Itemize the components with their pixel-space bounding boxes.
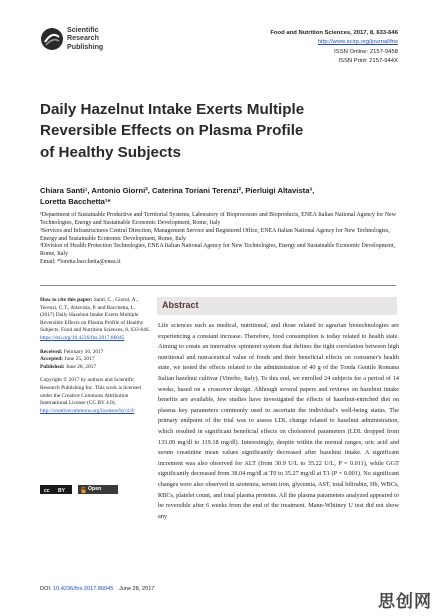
how-to-cite-text: Santi, C., Giorni, A., Terenzi, C.T., Altavista, P. and Bacchetta, L. (2017) Daily Hazelnut Intake Exerts Multiple Reversible Effects on Plasma Profile of Healthy Subjects. Food and Nutrition Sciences, 8, 633-646.	[40, 297, 150, 334]
cc-by-badge[interactable]	[40, 485, 72, 494]
doi-prefix: DOI:	[40, 586, 54, 592]
title-line: of Healthy Subjects	[40, 143, 181, 161]
footer-doi-link[interactable]: 10.4236/fns.2017.86045	[53, 586, 114, 592]
open-lock-icon	[81, 487, 86, 493]
received-date-row	[40, 349, 150, 357]
received-date: February 10, 2017	[63, 348, 104, 355]
received-label: Received:	[40, 348, 63, 355]
logo-line: Scientific	[67, 26, 99, 34]
accepted-date: June 25, 2017	[64, 356, 95, 363]
open-access-badge[interactable]	[78, 485, 118, 501]
publication-dates	[40, 349, 150, 372]
copyright-text: Copyright © 2017 by authors and Scientific Research Publishing Inc. This work is licensed under the Creative Commons Attribution International License (CC BY 4.0).	[40, 377, 141, 407]
title-line: Daily Hazelnut Intake Exerts Multiple	[40, 101, 305, 118]
article-title	[40, 99, 400, 163]
license-badges	[40, 485, 150, 501]
logo-line: Research	[67, 34, 99, 43]
affiliations	[40, 212, 400, 267]
by-badge-text: BY	[58, 487, 65, 494]
journal-url-link[interactable]: http://www.scirp.org/journal/fns	[317, 39, 398, 46]
corresponding-email[interactable]: Email: *loretta.bacchetta@enea.it	[40, 259, 121, 266]
doi-link[interactable]: https://doi.org/10.4236/fns.2017.86045	[40, 334, 125, 341]
issn-print: ISSN Print: 2157-944X	[338, 57, 398, 64]
page-header	[0, 0, 436, 72]
affiliation-item: ²Services and Infrastructures Central Direction, Management Service and Registered Office, ENEA Italian National Agency for New Technologies, Energy and Sustainable Economic Development, Rome, Italy	[40, 227, 390, 242]
published-date-row	[40, 364, 150, 372]
section-divider	[40, 285, 396, 286]
page-footer	[40, 586, 400, 592]
published-date: June 28, 2017	[65, 363, 97, 370]
journal-citation: Food and Nutrition Sciences, 2017, 8, 633-646	[270, 30, 398, 36]
publisher-logo[interactable]	[40, 26, 160, 66]
journal-info	[270, 29, 398, 66]
abstract-header	[157, 297, 397, 315]
affiliation-item: ³Division of Health Protection Technologies, ENEA Italian National Agency for New Technologies, Energy and Sustainable Economic Development, Rome, Italy	[40, 243, 395, 258]
copyright-notice	[40, 377, 150, 415]
title-line: Reversible Effects on Plasma Profile	[40, 122, 304, 140]
open-access-label: Open Access	[88, 486, 107, 501]
abstract-heading: Abstract	[162, 300, 199, 310]
authors-line: Chiara Santi¹, Antonio Giorni², Caterina Toriani Terenzi², Pierluigi Altavista³,	[40, 186, 315, 195]
how-to-cite-label: How to cite this paper:	[40, 297, 93, 303]
author-list	[40, 185, 400, 208]
logo-line: Publishing	[67, 42, 104, 51]
abstract-body: Life sciences such as medical, nutritional, and those related to agrarian biotechnologies are experiencing a constant increase. Therefore, food consumption is today related to health state. Aiming to create an innovative spinneret system that defines the tight correlation between high nutritional and nutraceutical value of foods and their beneficial effects on consumer's health state, we tested the effects related to the administration of 40 g of the Tonda Gentile Romana Italian hazelnut cultivar (Viterbo, Italy). To this end, we enrolled 24 subjects for a period of 14 weeks, based on a crossover design. Although several papers and reviews on hazelnut intake benefits are available, few studies have investigated the effects of hazelnut-enriched diet on plasma key parameters commonly used to ascertain the individual's well-being status. The primary endpoint of the trial was to assess LDL change related to hazelnut administration, which resulted in significant beneficial effects on cholesterol parameters (LDL dropped from 133.09 mg/dl to 119.18 mg/dl). Interestingly, despite within the normal ranges, uric acid and serum creatinine mean values significantly decreased after hazelnut intake. A significant increment was also observed for ALT (from 30.9 U/L to 35.22 U/L, P = 0.011), while GGT significantly decreased from 38.04 mg/dl at T0 to 35.27 mg/dl at T1 (P = 0.001). No significant changes were also observed in azotemia, serum iron, glycemia, AST, total bilirubin, Hb, WBCs, RBCs, platelet count, and total plasma proteins. All the plasma parameters analyzed appeared to be reversible after 6 weeks from the end of the treatment. Mann-Whitney U test did not show any	[158, 322, 399, 520]
scirp-logo-icon	[40, 27, 64, 51]
accepted-date-row	[40, 356, 150, 364]
published-label: Published:	[40, 363, 65, 370]
authors-line: Loretta Bacchetta¹*	[40, 197, 111, 207]
logo-wordmark	[67, 26, 103, 51]
license-link[interactable]: http://creativecommons.org/licenses/by/4.0/	[40, 407, 135, 414]
cc-badge-text: cc	[44, 487, 50, 494]
how-to-cite	[40, 297, 150, 343]
corner-watermark: 思创网	[378, 592, 432, 612]
affiliation-item: ¹Department of Sustainable Productive and Territorial Systems, Laboratory of Bioprocesses and Bioproducts, ENEA Italian National Agency for New Technologies, Energy and Sustainable Economic Development, Rome, Italy	[40, 212, 396, 226]
article-sidebar	[40, 297, 150, 421]
issn-online: ISSN Online: 2157-9458	[334, 48, 398, 55]
footer-date: June 28, 2017	[118, 586, 155, 592]
accepted-label: Accepted:	[40, 356, 64, 363]
